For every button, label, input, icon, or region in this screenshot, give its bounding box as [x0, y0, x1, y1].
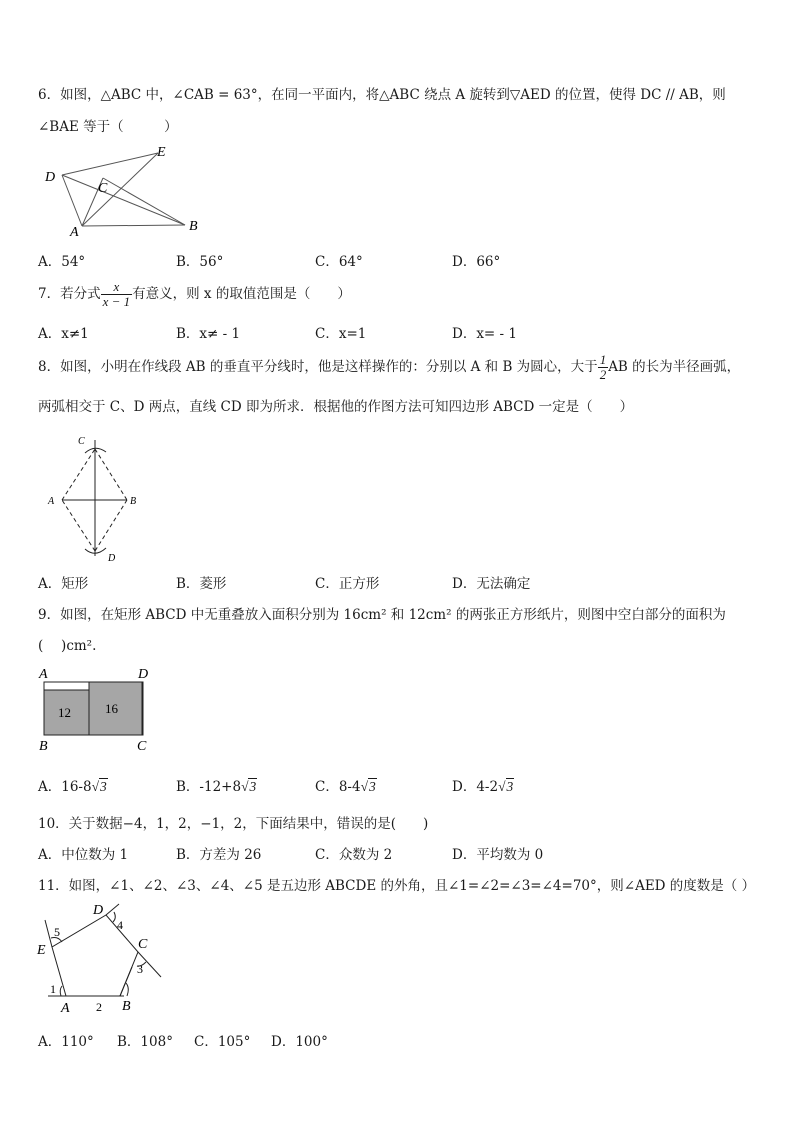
q7-fraction — [101, 280, 133, 309]
q9-area-16: 16 — [105, 701, 118, 716]
q6-label-b: B — [189, 219, 198, 234]
q8-label-d: D — [108, 553, 116, 564]
q9-option-a-sqrt: √3 — [91, 779, 107, 794]
q11-option-d[interactable]: D．100° — [271, 1034, 328, 1050]
q9-line2: ( )cm². — [38, 638, 97, 654]
q9-option-c-rad: 3 — [369, 779, 376, 794]
q7-suffix: 有意义，则 x 的取值范围是（ ） — [132, 286, 351, 302]
q6-label-c: C — [98, 181, 108, 196]
q7-option-d[interactable]: D．x= - 1 — [452, 326, 517, 342]
q9-option-d[interactable] — [452, 775, 514, 795]
q10-option-a[interactable]: A．中位数为 1 — [38, 847, 129, 863]
q6-option-d[interactable]: D．66° — [452, 254, 501, 270]
q9-label-a: A — [39, 667, 48, 682]
q8-frac-den: 2 — [599, 367, 607, 382]
q8-figure — [40, 432, 160, 567]
q7-stem — [38, 279, 351, 309]
q6-line1: 6．如图，△ABC 中，∠CAB = 63°，在同一平面内，将△ABC 绕点 A 旋转到▽AED 的位置，使得 DC // AB，则 — [38, 87, 726, 103]
q8-label-c: C — [78, 436, 85, 447]
q11-angle-4: 4 — [117, 918, 123, 932]
q6-label-e: E — [157, 145, 166, 160]
q10-option-d[interactable]: D．平均数为 0 — [452, 847, 544, 863]
q8-option-a[interactable]: A．矩形 — [38, 576, 89, 592]
q6-figure — [40, 140, 210, 240]
q9-option-b-text: B．-12+8 — [176, 779, 242, 795]
q6-option-c[interactable]: C．64° — [315, 254, 363, 270]
q9-line1: 9．如图，在矩形 ABCD 中无重叠放入面积分别为 16cm² 和 12cm² 的两张正方形纸片，则图中空白部分的面积为 — [38, 607, 726, 623]
q9-option-d-rad: 3 — [506, 779, 514, 794]
q8-fraction — [598, 353, 609, 382]
q11-figure — [34, 900, 169, 1018]
q10-line1: 10．关于数据−4，1，2，−1，2，下面结果中，错误的是( ) — [38, 816, 429, 832]
q6-line2: ∠BAE 等于（ ） — [38, 119, 178, 135]
q9-option-d-sqrt: √3 — [498, 779, 514, 794]
q6-label-a: A — [70, 225, 79, 240]
q11-option-c[interactable]: C．105° — [194, 1034, 251, 1050]
q9-option-c[interactable] — [315, 775, 377, 795]
q6-option-b[interactable]: B．56° — [176, 254, 224, 270]
q8-option-c[interactable]: C．正方形 — [315, 576, 380, 592]
q8-option-d[interactable]: D．无法确定 — [452, 576, 531, 592]
q7-frac-den: x − 1 — [102, 294, 131, 309]
q11-label-c: C — [138, 937, 148, 952]
q11-angle-5: 5 — [54, 925, 60, 939]
q8-frac-num: 1 — [599, 352, 607, 367]
q7-option-b[interactable]: B．x≠ - 1 — [176, 326, 241, 342]
q11-angle-2: 2 — [96, 1000, 102, 1014]
q9-option-c-text: C．8-4 — [315, 779, 361, 795]
q10-option-c[interactable]: C．众数为 2 — [315, 847, 393, 863]
q11-option-b[interactable]: B．108° — [117, 1034, 173, 1050]
q11-option-a[interactable]: A．110° — [38, 1034, 94, 1050]
q11-label-a: A — [61, 1001, 70, 1016]
q8-label-a: A — [48, 496, 55, 507]
q11-angle-1: 1 — [50, 982, 56, 996]
q9-option-a-rad: 3 — [100, 779, 107, 794]
q11-line1: 11．如图，∠1、∠2、∠3、∠4、∠5 是五边形 ABCDE 的外角，且∠1=∠2=∠3=∠4=70°，则∠AED 的度数是（ ） — [38, 878, 756, 894]
q11-label-e: E — [37, 943, 46, 958]
q6-label-d: D — [45, 170, 56, 185]
q9-option-c-sqrt: √3 — [360, 779, 376, 794]
q8-line1 — [38, 350, 740, 384]
q11-label-d: D — [93, 903, 104, 918]
q8-label-b: B — [130, 496, 137, 507]
q8-line2: 两弧相交于 C、D 两点，直线 CD 即为所求．根据他的作图方法可知四边形 ABCD 一定是（ ） — [38, 399, 634, 415]
q9-option-b-sqrt: √3 — [241, 779, 257, 794]
q9-label-c: C — [137, 739, 147, 754]
q7-prefix: 7．若分式 — [38, 286, 101, 302]
q8-line1-b: AB 的长为半径画弧， — [608, 359, 741, 375]
q7-option-a[interactable]: A．x≠1 — [38, 326, 89, 342]
q8-option-b[interactable]: B．菱形 — [176, 576, 227, 592]
q9-label-b: B — [39, 739, 48, 754]
q9-label-d: D — [138, 667, 149, 682]
q9-option-d-text: D．4-2 — [452, 779, 499, 795]
q8-line1-a: 8．如图，小明在作线段 AB 的垂直平分线时，他是这样操作的：分别以 A 和 B 为圆心，大于 — [38, 359, 598, 375]
q9-option-b[interactable] — [176, 775, 257, 795]
q11-angle-3: 3 — [137, 962, 143, 976]
q9-area-12: 12 — [58, 705, 71, 720]
q6-option-a[interactable]: A．54° — [38, 254, 86, 270]
q7-option-c[interactable]: C．x=1 — [315, 326, 367, 342]
q11-label-b: B — [122, 999, 131, 1014]
q7-frac-num: x — [101, 280, 133, 295]
q9-option-a-text: A．16-8 — [38, 779, 92, 795]
q9-option-a[interactable] — [38, 775, 108, 795]
q9-figure — [36, 662, 161, 757]
q9-option-b-rad: 3 — [249, 779, 257, 794]
q10-option-b[interactable]: B．方差为 26 — [176, 847, 262, 863]
